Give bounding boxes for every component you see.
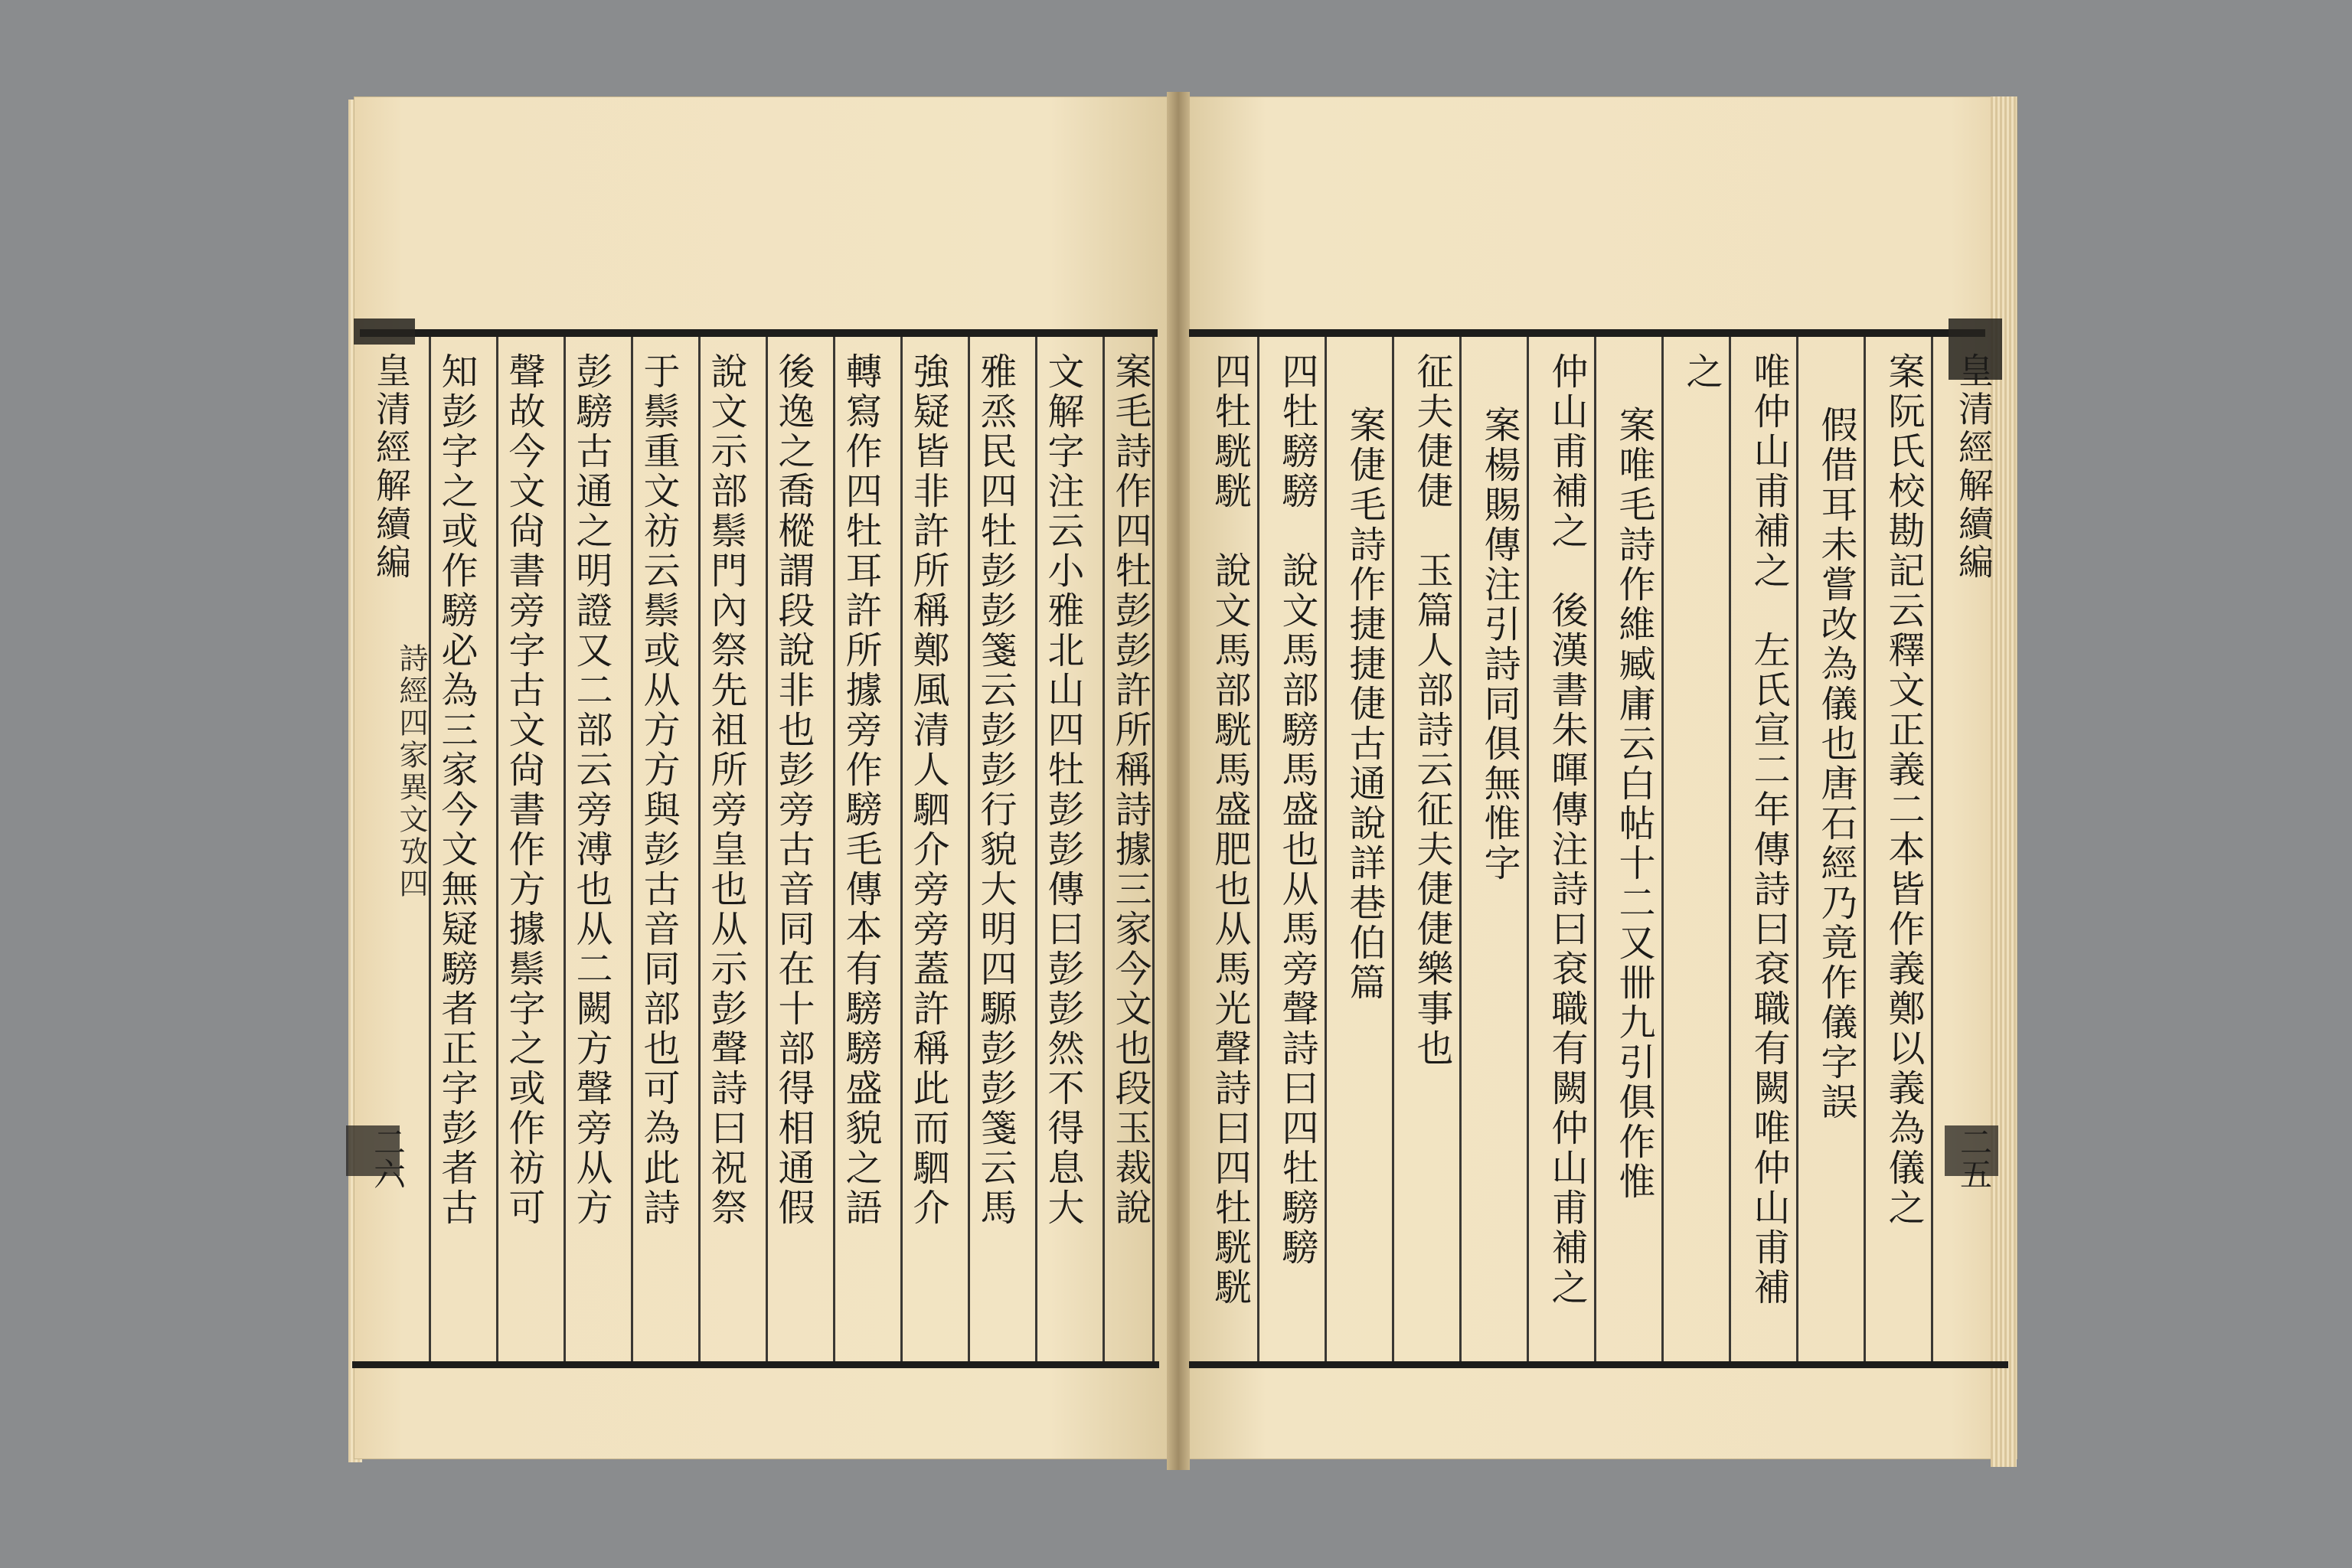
left-fish-tail-top bbox=[354, 318, 415, 345]
text-column: 案阮氏校勘記云釋文正義二本皆作義鄭以義為儀之 bbox=[1882, 352, 1925, 1228]
text-column: 強疑皆非許所稱鄭風清人駟介旁旁蓋許稱此而駟介 bbox=[906, 352, 949, 1228]
left-divider bbox=[968, 337, 970, 1361]
text-column: 案唯毛詩作維臧庸云白帖十二又卌九引俱作惟 bbox=[1612, 406, 1655, 1202]
left-margin-title: 皇清經解續編 bbox=[371, 352, 412, 582]
text-column: 轉寫作四牡耳許所據旁作騯毛傳本有騯騯盛貌之語 bbox=[839, 352, 882, 1228]
text-column: 之 bbox=[1680, 352, 1723, 392]
text-column: 征夫倢倢 玉篇人部詩云征夫倢倢樂事也 bbox=[1410, 352, 1453, 1069]
right-divider bbox=[1325, 337, 1327, 1361]
right-divider bbox=[1796, 337, 1798, 1361]
left-divider bbox=[1152, 337, 1155, 1361]
left-divider bbox=[631, 337, 633, 1361]
text-column: 案毛詩作四牡彭彭許所稱詩據三家今文也段玉裁說 bbox=[1109, 352, 1152, 1228]
left-divider bbox=[900, 337, 903, 1361]
left-page-number: 二六 bbox=[369, 1125, 407, 1190]
right-page-number: 二五 bbox=[1955, 1125, 1993, 1190]
left-divider bbox=[496, 337, 498, 1361]
left-divider bbox=[1102, 337, 1105, 1361]
right-divider bbox=[1257, 337, 1259, 1361]
left-divider bbox=[698, 337, 701, 1361]
right-divider bbox=[1729, 337, 1731, 1361]
left-bottom-rule bbox=[352, 1361, 1159, 1368]
left-top-rule bbox=[360, 329, 1158, 337]
right-divider bbox=[1459, 337, 1462, 1361]
left-divider bbox=[833, 337, 835, 1361]
text-column: 說文示部鬃門內祭先祖所旁皇也从示彭聲詩曰祝祭 bbox=[704, 352, 747, 1228]
text-column: 仲山甫補之 後漢書朱暉傳注詩曰袞職有闕仲山甫補之 bbox=[1545, 352, 1588, 1308]
right-divider bbox=[1392, 337, 1394, 1361]
right-divider bbox=[1661, 337, 1664, 1361]
right-divider bbox=[1594, 337, 1596, 1361]
text-column: 假借耳未嘗改為儀也唐石經乃竟作儀字誤 bbox=[1815, 406, 1857, 1122]
text-column: 後逸之喬樅謂段說非也彭旁古音同在十部得相通假 bbox=[772, 352, 815, 1228]
text-column: 案楊賜傳注引詩同俱無惟字 bbox=[1478, 406, 1521, 884]
text-column: 案倢毛詩作捷捷倢古通說詳巷伯篇 bbox=[1343, 406, 1386, 1003]
right-margin-title: 皇清經解續編 bbox=[1953, 352, 1994, 582]
right-page-edge bbox=[1991, 96, 2017, 1467]
book-gutter bbox=[1167, 92, 1190, 1470]
text-column: 于鬃重文祊云鬃或从方方與彭古音同部也可為此詩 bbox=[637, 352, 680, 1228]
text-column: 唯仲山甫補之 左氏宣二年傳詩曰袞職有闕唯仲山甫補 bbox=[1747, 352, 1790, 1308]
left-margin-subtitle: 詩經四家異文攷四 bbox=[394, 643, 428, 900]
text-column: 雅烝民四牡彭彭箋云彭彭行貌大明四騵彭彭箋云馬 bbox=[974, 352, 1017, 1228]
right-divider bbox=[1527, 337, 1529, 1361]
right-divider bbox=[1931, 337, 1933, 1361]
left-divider bbox=[564, 337, 566, 1361]
left-divider bbox=[1035, 337, 1037, 1361]
text-column: 聲故今文尙書旁字古文尙書作方據鬃字之或作祊可 bbox=[502, 352, 545, 1228]
right-divider bbox=[1864, 337, 1866, 1361]
text-column: 彭騯古通之明證又二部云旁溥也从二闕方聲旁从方 bbox=[570, 352, 612, 1228]
left-divider bbox=[766, 337, 768, 1361]
text-column: 知彭字之或作騯必為三家今文無疑騯者正字彭者古 bbox=[435, 352, 478, 1228]
text-column: 四牡騯騯 說文馬部騯馬盛也从馬旁聲詩曰四牡騯騯 bbox=[1276, 352, 1318, 1268]
text-column: 四牡駫駫 說文馬部駫馬盛肥也从馬光聲詩曰四牡駫駫 bbox=[1208, 352, 1251, 1308]
right-bottom-rule bbox=[1189, 1361, 2008, 1368]
text-column: 文解字注云小雅北山四牡彭彭傳曰彭彭然不得息大 bbox=[1041, 352, 1084, 1228]
right-top-rule bbox=[1189, 329, 1985, 337]
